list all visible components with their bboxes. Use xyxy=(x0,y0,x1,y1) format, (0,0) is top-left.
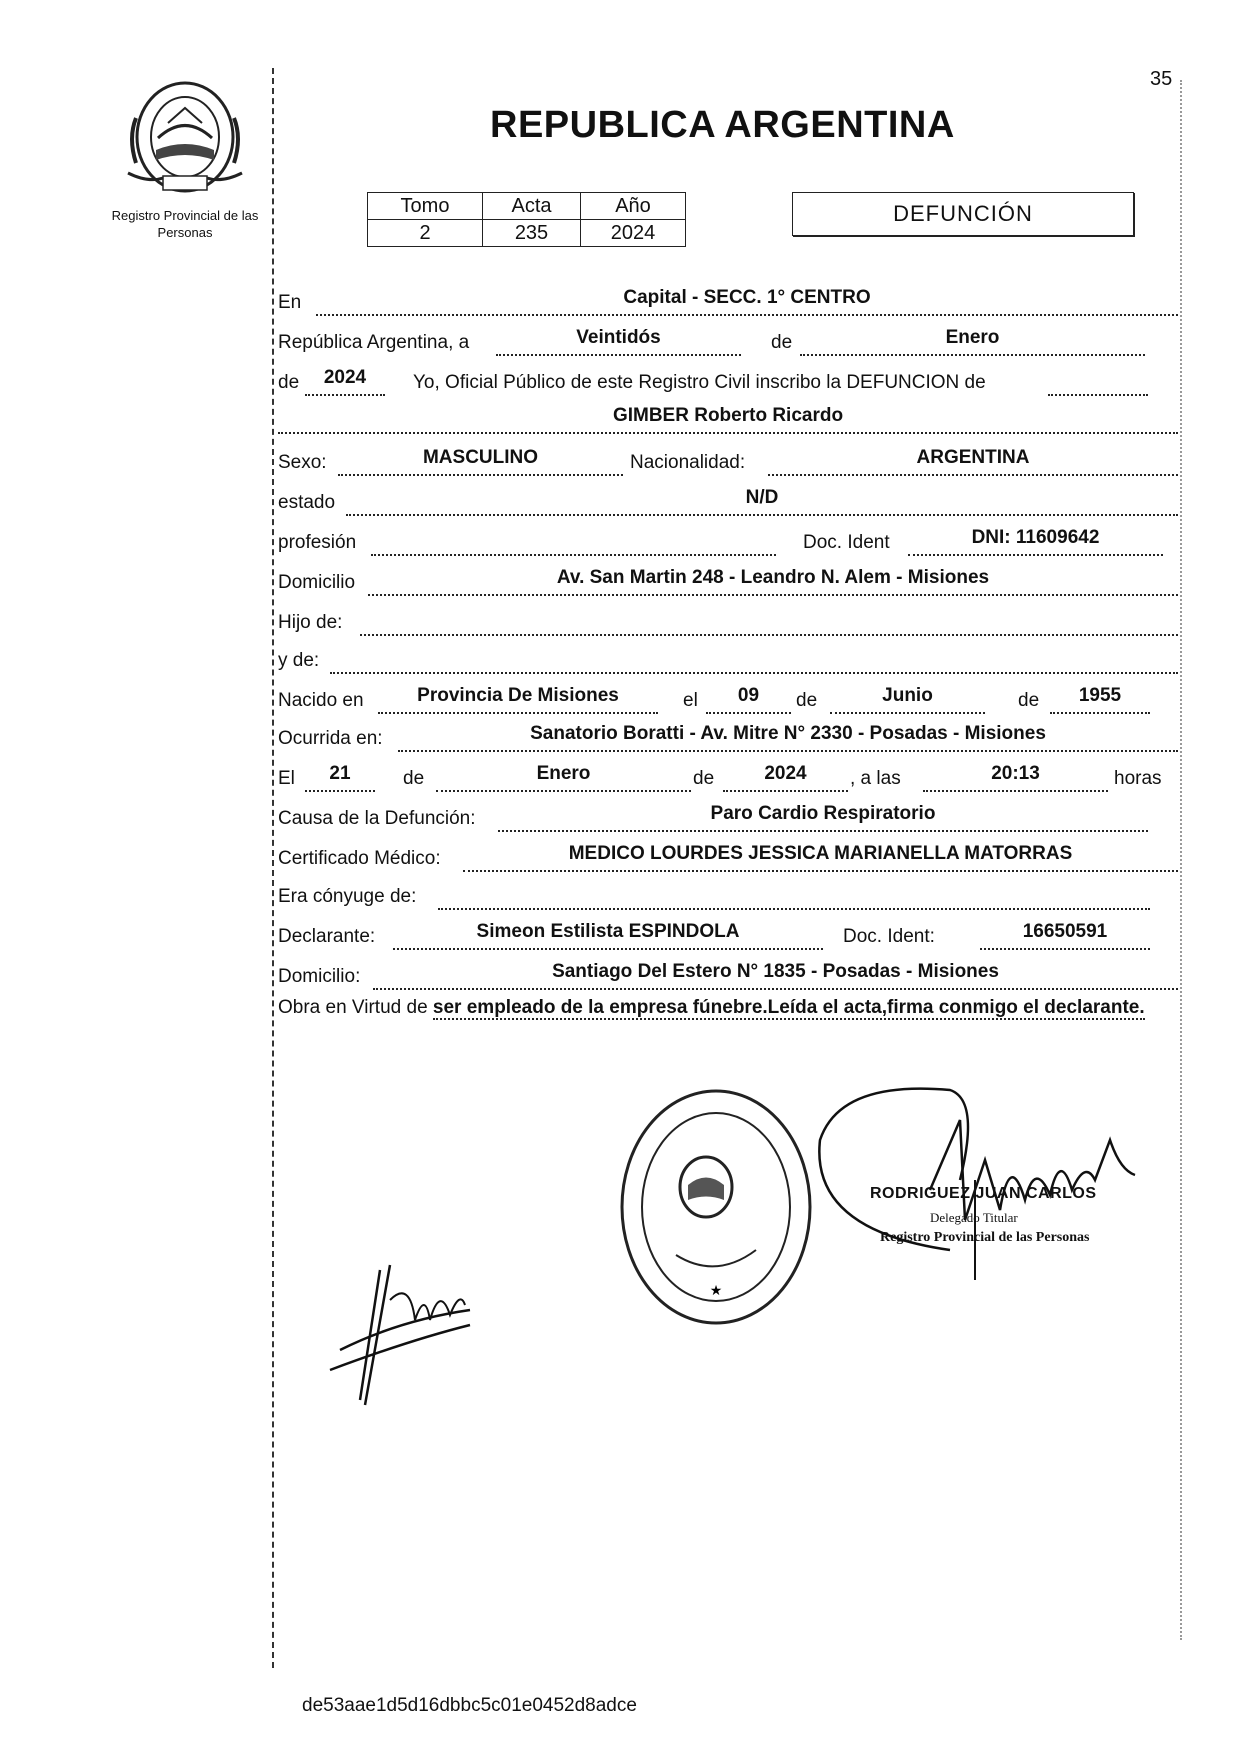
anio-value: 2024 xyxy=(581,220,686,247)
field-profession xyxy=(371,526,776,556)
field-nationality: ARGENTINA xyxy=(768,446,1178,476)
label-de-year: de xyxy=(278,372,300,393)
obra-paragraph xyxy=(278,990,1178,1026)
label-conyuge: Era cónyuge de: xyxy=(278,886,417,907)
row-birth xyxy=(278,680,1178,716)
record-value-row xyxy=(368,220,686,247)
row-place xyxy=(278,282,1178,318)
field-declarant-doc: 16650591 xyxy=(980,920,1150,950)
row-year xyxy=(278,362,1178,398)
field-death-place: Sanatorio Boratti - Av. Mitre N° 2330 - Posadas - Misiones xyxy=(398,722,1178,752)
field-father xyxy=(360,606,1178,636)
field-place: Capital - SECC. 1° CENTRO xyxy=(316,286,1178,316)
label-declarante: Declarante: xyxy=(278,926,376,947)
row-name xyxy=(278,400,1178,436)
label-doc-ident-2: Doc. Ident: xyxy=(843,926,935,947)
label-nacionalidad: Nacionalidad: xyxy=(630,452,746,473)
declarant-signature xyxy=(320,1260,480,1410)
record-table xyxy=(367,192,686,247)
label-hijo-de: Hijo de: xyxy=(278,612,343,633)
margin-rule xyxy=(272,68,274,1668)
official-name: RODRIGUEZ JUAN CARLOS xyxy=(870,1185,1097,1202)
label-de-death-2: de xyxy=(693,768,715,789)
label-y-de: y de: xyxy=(278,650,320,671)
label-de-birth-2: de xyxy=(1018,690,1040,711)
row-declarant xyxy=(278,916,1178,952)
record-header-row xyxy=(368,193,686,220)
record-type-box: DEFUNCIÓN xyxy=(792,192,1134,236)
official-institution: Registro Provincial de las Personas xyxy=(880,1230,1090,1245)
label-ocurrida-en: Ocurrida en: xyxy=(278,728,383,749)
field-death-month: Enero xyxy=(436,762,691,792)
label-de: de xyxy=(771,332,793,353)
row-sex xyxy=(278,442,1178,478)
field-doc-id: DNI: 11609642 xyxy=(908,526,1163,556)
label-domicilio: Domicilio xyxy=(278,572,356,593)
label-causa: Causa de la Defunción: xyxy=(278,808,476,829)
label-estado: estado xyxy=(278,492,336,513)
label-el: el xyxy=(683,690,698,711)
field-birth-day: 09 xyxy=(706,684,791,714)
label-doc-ident: Doc. Ident xyxy=(803,532,890,553)
row-cause xyxy=(278,798,1178,834)
field-deceased-name: GIMBER Roberto Ricardo xyxy=(278,404,1178,434)
official-role: Delegado Titular xyxy=(930,1210,1018,1225)
document-hash: de53aae1d5d16dbbc5c01e0452d8adce xyxy=(302,1695,637,1716)
row-spouse xyxy=(278,876,1178,912)
field-declarant: Simeon Estilista ESPINDOLA xyxy=(393,920,823,950)
row-mother xyxy=(278,640,1178,676)
field-birth-place: Provincia De Misiones xyxy=(378,684,658,714)
row-address xyxy=(278,562,1178,598)
field-obra-text: ser empleado de la empresa fúnebre.Leída el acta,firma conmigo el declarante. xyxy=(432,997,1145,1018)
page-title: REPUBLICA ARGENTINA xyxy=(490,104,955,146)
row-civil-status xyxy=(278,482,1178,518)
acta-value: 235 xyxy=(483,220,581,247)
field-mother xyxy=(330,644,1178,674)
official-stamp xyxy=(616,1085,816,1329)
registry-label: Registro Provincial de las Personas xyxy=(111,208,259,240)
row-date xyxy=(278,322,1178,358)
acta-header: Acta xyxy=(483,193,581,220)
field-cause: Paro Cardio Respiratorio xyxy=(498,802,1148,832)
field-month: Enero xyxy=(800,326,1145,356)
field-death-time: 20:13 xyxy=(923,762,1108,792)
tomo-header: Tomo xyxy=(368,193,483,220)
field-sex: MASCULINO xyxy=(338,446,623,476)
label-profesion: profesión xyxy=(278,532,357,553)
label-en: En xyxy=(278,292,302,313)
field-year: 2024 xyxy=(305,366,385,396)
field-declarant-address: Santiago Del Estero N° 1835 - Posadas - Misiones xyxy=(373,960,1178,990)
field-civil-status: N/D xyxy=(346,486,1178,516)
province-seal-logo xyxy=(118,78,252,196)
row-death-date xyxy=(278,758,1178,794)
field-spouse xyxy=(438,880,1150,910)
anio-header: Año xyxy=(581,193,686,220)
label-de-death-1: de xyxy=(403,768,425,789)
row-death-place xyxy=(278,718,1178,754)
label-obra: Obra en Virtud de xyxy=(278,997,428,1018)
label-de-birth-1: de xyxy=(796,690,818,711)
page-number: 35 xyxy=(1150,68,1173,90)
label-domicilio-2: Domicilio: xyxy=(278,966,361,987)
row-profession xyxy=(278,522,1178,558)
label-oficial: Yo, Oficial Público de este Registro Civil inscribo la DEFUNCION de xyxy=(413,372,986,393)
tomo-value: 2 xyxy=(368,220,483,247)
label-sexo: Sexo: xyxy=(278,452,327,473)
label-nacido-en: Nacido en xyxy=(278,690,364,711)
row-father xyxy=(278,602,1178,638)
svg-text:★: ★ xyxy=(709,1282,723,1298)
label-horas: horas xyxy=(1114,768,1162,789)
field-birth-month: Junio xyxy=(830,684,985,714)
field-certificate: MEDICO LOURDES JESSICA MARIANELLA MATORRAS xyxy=(463,842,1178,872)
field-blank-1 xyxy=(1048,366,1148,396)
field-death-year: 2024 xyxy=(723,762,848,792)
field-birth-year: 1955 xyxy=(1050,684,1150,714)
right-margin-rule xyxy=(1180,80,1182,1640)
label-republica: República Argentina, a xyxy=(278,332,470,353)
label-el-cap: El xyxy=(278,768,295,789)
row-certificate xyxy=(278,838,1178,874)
field-death-day: 21 xyxy=(305,762,375,792)
label-a-las: , a las xyxy=(850,768,901,789)
field-day-words: Veintidós xyxy=(496,326,741,356)
label-certificado: Certificado Médico: xyxy=(278,848,441,869)
field-address: Av. San Martin 248 - Leandro N. Alem - Misiones xyxy=(368,566,1178,596)
row-declarant-address xyxy=(278,956,1178,992)
